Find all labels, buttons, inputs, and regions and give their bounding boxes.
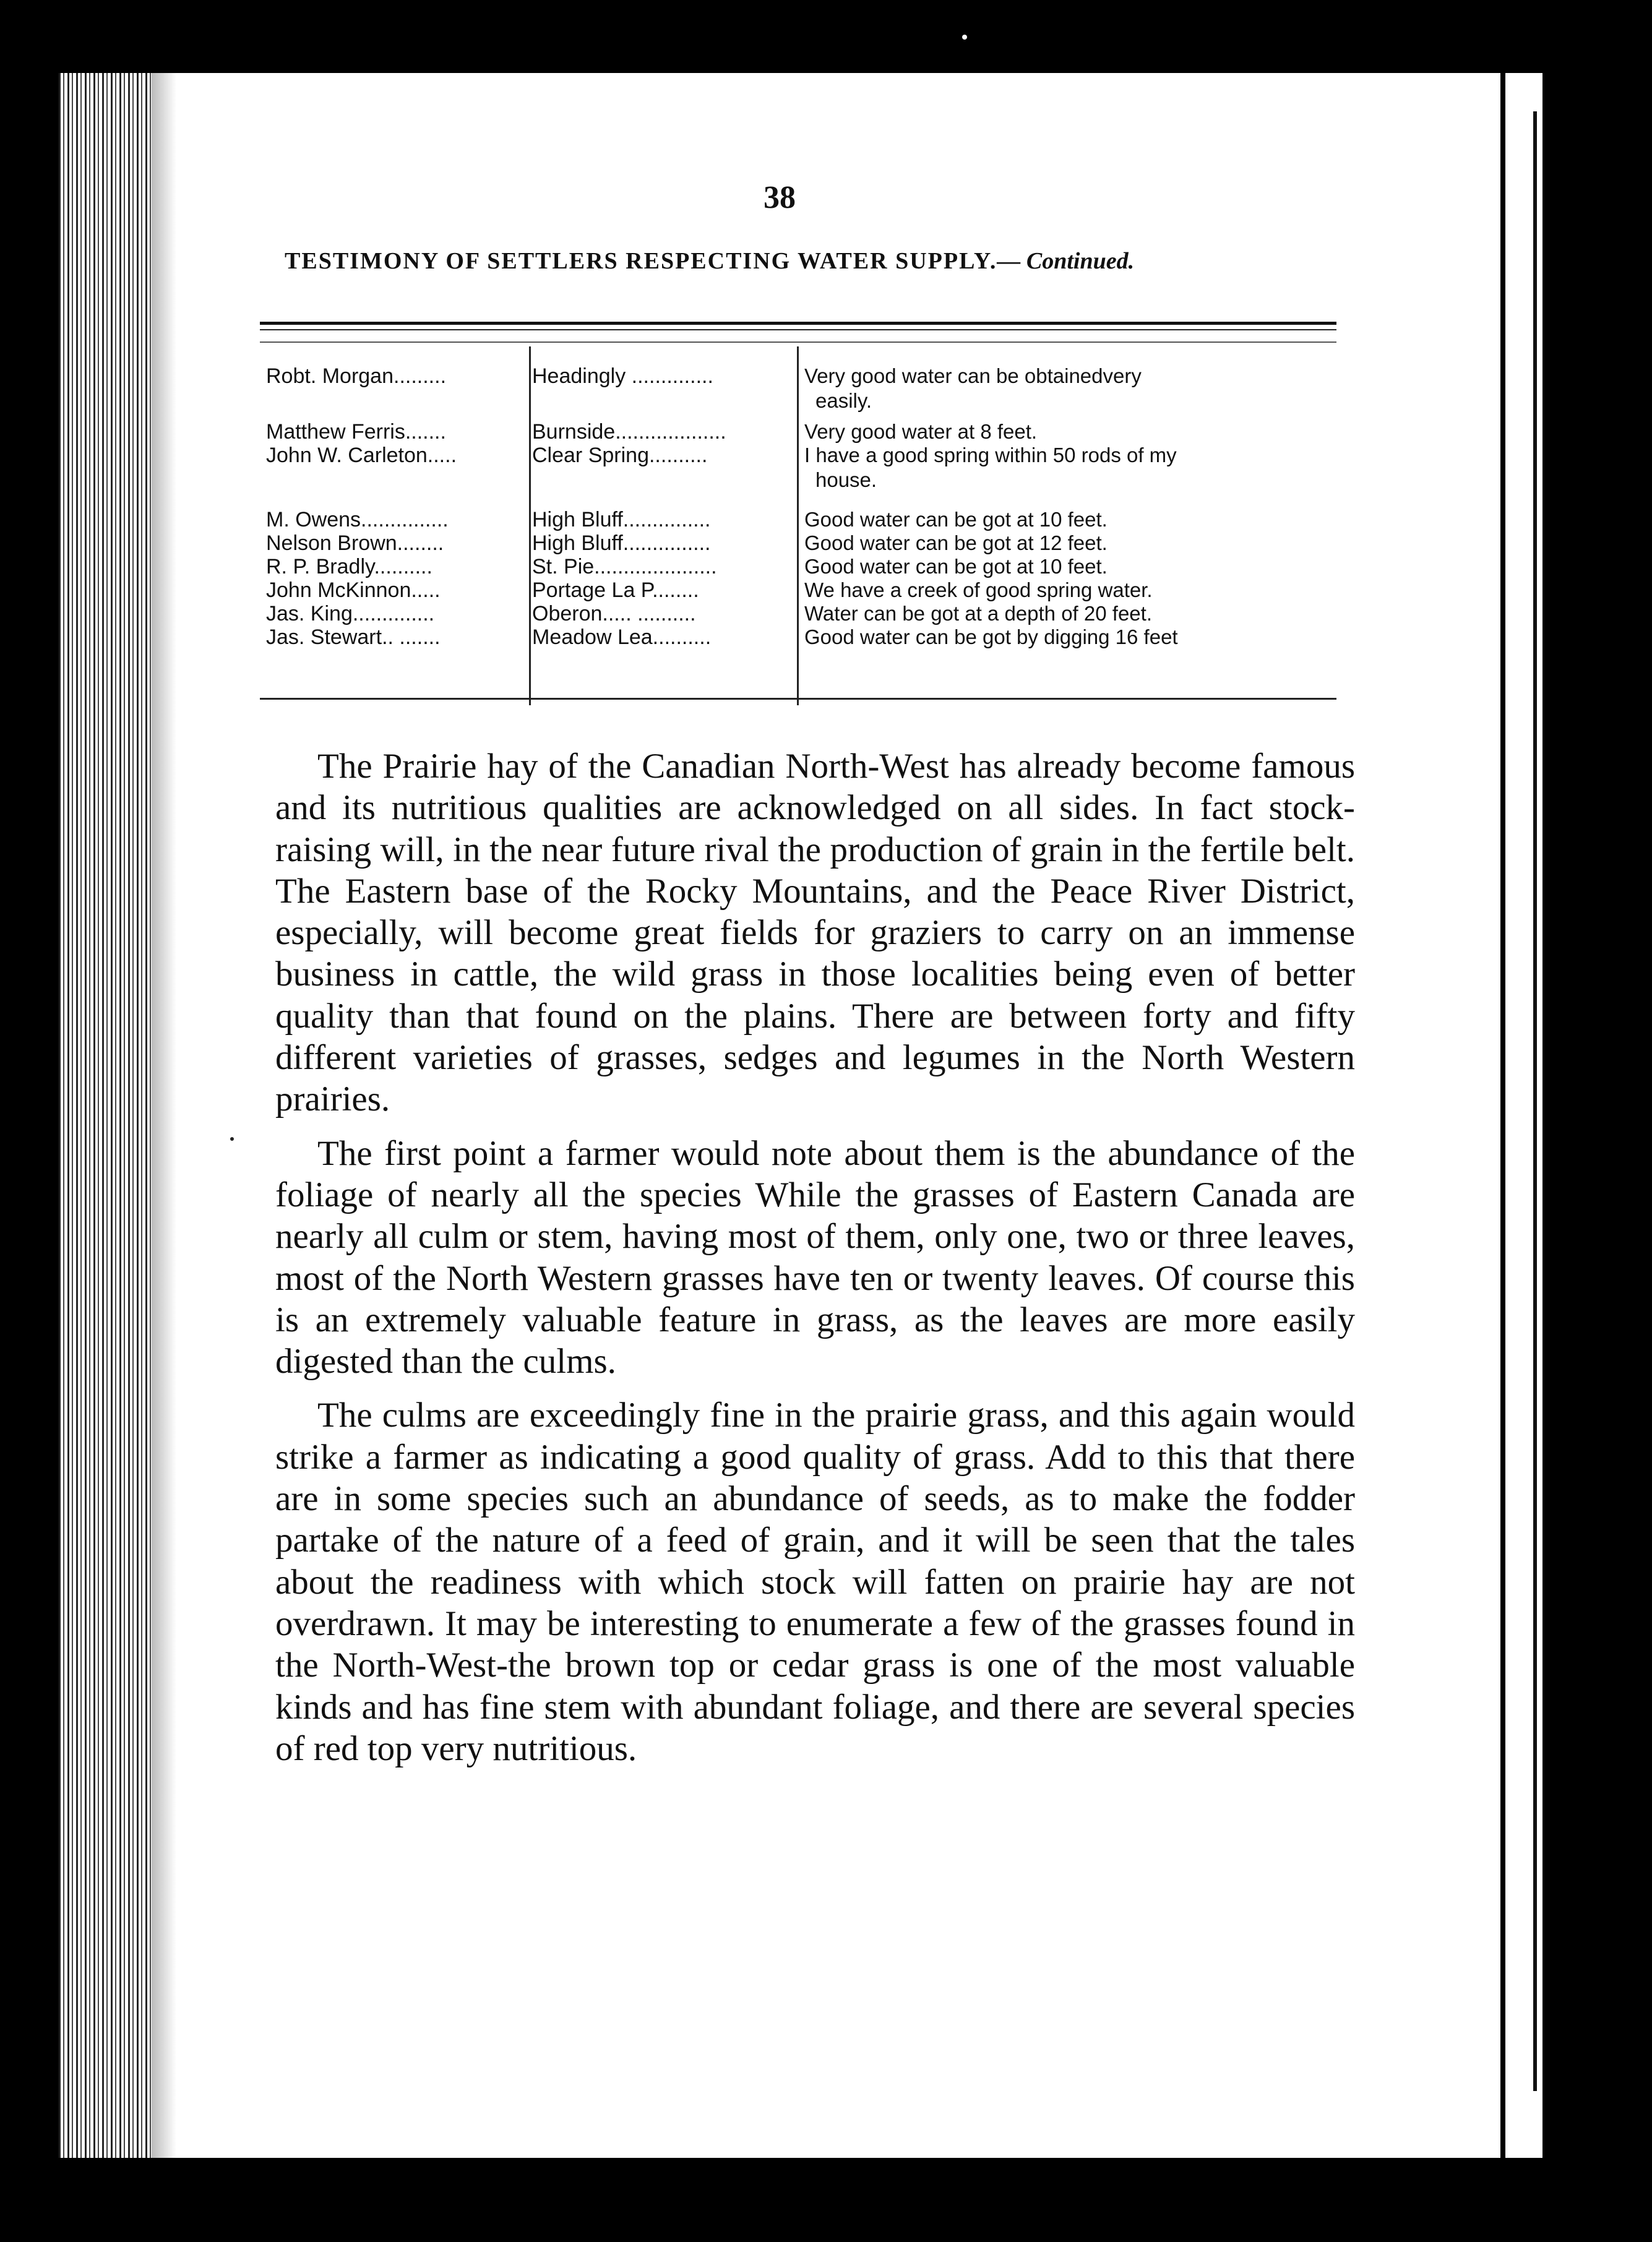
settlers-table bbox=[266, 364, 1336, 648]
paragraph: The culms are exceedingly fine in the prairie grass, and this again would strike a farmer as indicating a good quality of grass. Add to this that there are in some species such an abundance of seeds, as to make the fodder partake of the nature of a feed of grain, and it will be seen that the tales about the readiness with which stock will fatten on prairie hay are not overdrawn. It may be interesting to enumerate a few of the grasses found in the North-West-the brown top or cedar grass is one of the most valuable kinds and has fine stem with abundant foliage, and there are several species of red top very nutritious. bbox=[275, 1396, 1355, 1768]
settler-place: Portage La P........ bbox=[532, 578, 699, 602]
facing-page-edge bbox=[1505, 73, 1542, 2158]
scan-speck bbox=[230, 1137, 234, 1141]
settler-place: Clear Spring.......... bbox=[532, 444, 708, 467]
settler-place: Headingly .............. bbox=[532, 364, 713, 388]
settler-name: Robt. Morgan......... bbox=[266, 364, 447, 388]
section-title-suffix: — Continued. bbox=[997, 248, 1135, 274]
spine-shadow bbox=[152, 73, 176, 2158]
settler-place: Meadow Lea.......... bbox=[532, 625, 712, 649]
book-spine-edge bbox=[59, 73, 152, 2158]
settler-name: John W. Carleton..... bbox=[266, 444, 457, 467]
table-row bbox=[266, 578, 1336, 601]
settler-remark: Very good water at 8 feet. bbox=[804, 420, 1038, 443]
settler-place: Oberon..... .......... bbox=[532, 602, 696, 625]
settler-name: R. P. Bradly.......... bbox=[266, 555, 432, 578]
settler-remark: We have a creek of good spring water. bbox=[804, 578, 1153, 601]
settler-remark: Good water can be got at 12 feet. bbox=[804, 531, 1108, 554]
table-row bbox=[266, 419, 1336, 443]
settler-name: Nelson Brown........ bbox=[266, 531, 444, 555]
table-top-rule-thin bbox=[260, 329, 1336, 330]
settler-remark: Good water can be got at 10 feet. bbox=[804, 508, 1108, 531]
settler-place: St. Pie..................... bbox=[532, 555, 717, 578]
settler-name: Jas. King.............. bbox=[266, 602, 435, 625]
settler-name: M. Owens............... bbox=[266, 508, 449, 531]
table-row bbox=[266, 554, 1336, 578]
table-row bbox=[266, 531, 1336, 554]
table-bottom-rule bbox=[260, 698, 1336, 700]
paragraph: The first point a farmer would note about them is the abundance of the foliage of nearly all the species While the grasses of Eastern Canada are nearly all culm or stem, having most of them, only one, two or three leaves, most of the North Western grasses have ten or twenty leaves. Of course this is an extremely valuable feature in grass, as the leaves are more easily digested than the culms. bbox=[275, 1133, 1355, 1381]
settler-name: John McKinnon..... bbox=[266, 578, 441, 602]
settler-place: High Bluff............... bbox=[532, 531, 711, 555]
section-title bbox=[285, 247, 1336, 275]
settler-remark: I have a good spring within 50 rods of my house. bbox=[804, 444, 1177, 491]
paragraph: The Prairie hay of the Canadian North-West has already become famous and its nutritious qualities are acknowledged on all sides. In fact stock-raising will, in the near future rival the production of grain in the fertile belt. The Eastern base of the Rocky Mountains, and the Peace River District, especially, will become great fields for graziers to carry on an immense business in cattle, the wild grass in those localities being even of better quality than that found on the plains. There are between forty and fifty different varieties of grasses, sedges and legumes in the North Western prairies. bbox=[275, 747, 1355, 1119]
table-row bbox=[266, 443, 1336, 507]
page-number: 38 bbox=[764, 180, 796, 215]
settler-remark: Very good water can be obtainedvery easily. bbox=[804, 364, 1142, 412]
settler-name: Jas. Stewart.. ....... bbox=[266, 625, 441, 649]
table-row bbox=[266, 507, 1336, 531]
settler-remark: Water can be got at a depth of 20 feet. bbox=[804, 602, 1152, 625]
settler-place: Burnside................... bbox=[532, 420, 726, 444]
settler-remark: Good water can be got at 10 feet. bbox=[804, 555, 1108, 578]
settler-place: High Bluff............... bbox=[532, 508, 711, 531]
settler-name: Matthew Ferris....... bbox=[266, 420, 446, 444]
body-text bbox=[275, 745, 1355, 1769]
table-row bbox=[266, 364, 1336, 419]
table-row bbox=[266, 601, 1336, 625]
page-gutter bbox=[1500, 73, 1505, 2158]
table-row bbox=[266, 625, 1336, 648]
facing-page-rule bbox=[1533, 111, 1537, 2091]
table-top-rule bbox=[260, 322, 1336, 325]
table-top-rule-lower bbox=[260, 341, 1336, 343]
scan-speck bbox=[962, 35, 967, 40]
section-title-main: TESTIMONY OF SETTLERS RESPECTING WATER SUPPLY. bbox=[285, 248, 997, 274]
settler-remark: Good water can be got by digging 16 feet bbox=[804, 625, 1178, 648]
